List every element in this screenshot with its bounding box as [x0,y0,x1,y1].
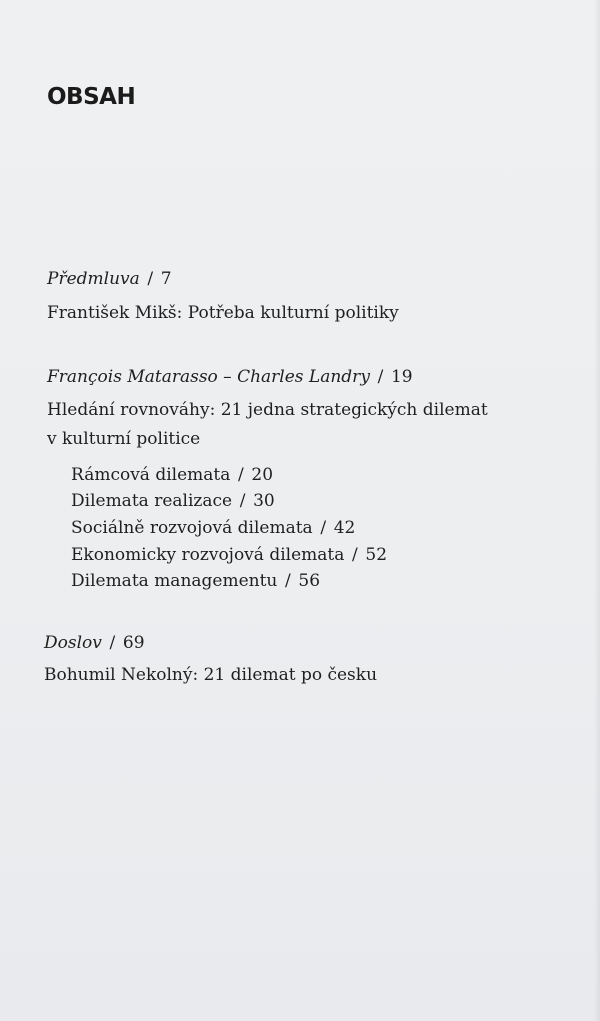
toc-subentry [71,465,273,485]
separator: / [285,571,291,591]
subsection-label: Dilemata managementu [71,571,278,591]
subsection-label: Ekonomicky rozvojová dilemata [71,545,345,565]
page-edge-shadow [594,0,600,1021]
section-authors: François Matarasso – Charles Landry [47,367,370,387]
toc-title-hledani-line1: Hledání rovnováhy: 21 jedna strategických dilemat [47,400,488,420]
contents-heading: OBSAH [47,84,136,110]
separator: / [352,545,358,565]
separator: / [320,518,327,538]
toc-subentry [71,571,320,591]
subsection-label: Sociálně rozvojová dilemata [71,518,313,538]
separator: / [377,367,384,387]
page-number: 56 [298,571,321,591]
separator: / [239,491,246,511]
page-number: 19 [390,367,413,387]
section-label: Předmluva [47,269,140,289]
subsection-label: Rámcová dilemata [71,465,231,485]
page-number: 7 [160,269,172,289]
toc-title-nekolny: Bohumil Nekolný: 21 dilemat po česku [44,665,378,685]
page-number: 20 [251,465,274,485]
separator: / [147,269,154,289]
toc-subentry [71,545,387,565]
toc-entry-predmluva [47,269,172,289]
toc-title-hledani-line2: v kulturní politice [47,429,201,449]
toc-entry-matarasso-landry [47,367,413,387]
page-number: 30 [253,491,275,511]
page-number: 69 [122,633,145,653]
toc-title-mikš: František Mikš: Potřeba kulturní politiky [47,303,399,323]
page-number: 42 [333,518,356,538]
toc-entry-doslov [44,633,145,653]
separator: / [238,465,244,485]
section-label: Doslov [44,633,102,653]
subsection-label: Dilemata realizace [71,491,233,511]
toc-subentry [71,491,275,511]
separator: / [109,633,116,653]
toc-subentry [71,518,355,538]
page-number: 52 [365,545,388,565]
